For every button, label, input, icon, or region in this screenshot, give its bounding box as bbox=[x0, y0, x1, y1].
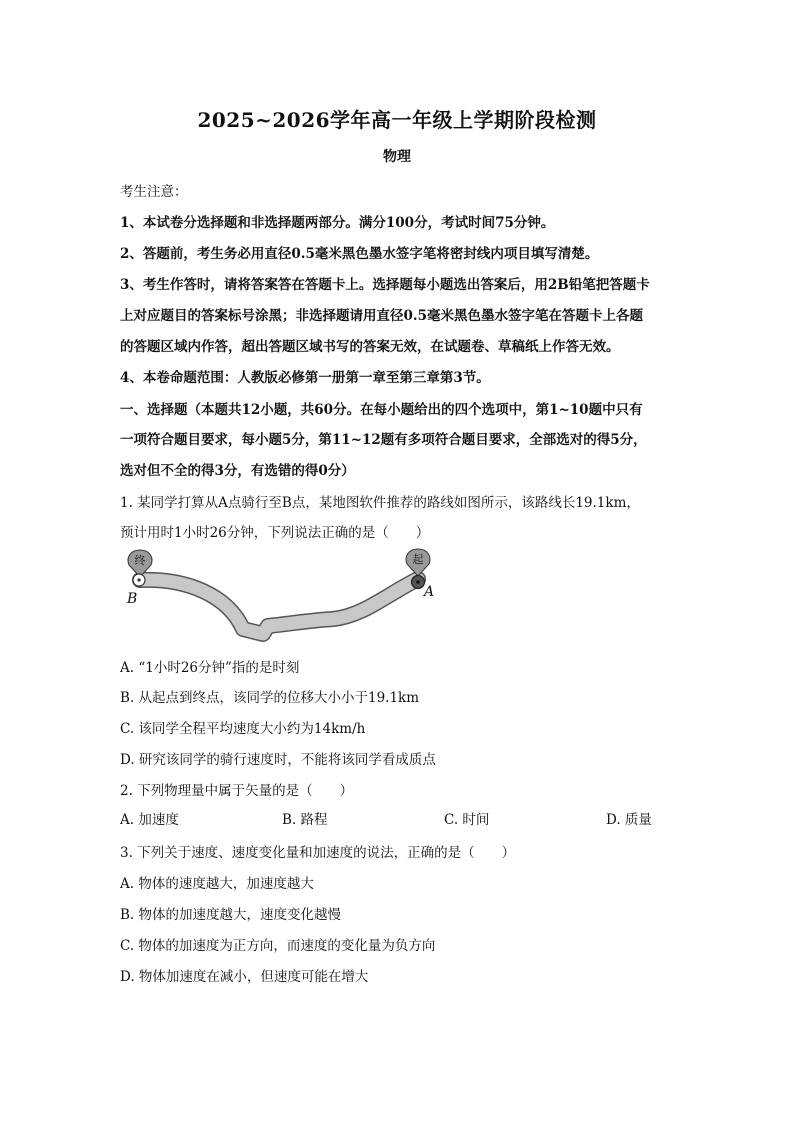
note-item-3-cont-1: 上对应题目的答案标号涂黑；非选择题请用直径0.5毫米黑色墨水签字笔在答题卡上各题 bbox=[120, 308, 643, 324]
note-item-1: 1、本试卷分选择题和非选择题两部分。满分100分，考试时间75分钟。 bbox=[120, 215, 555, 231]
q1-stem-line-2: 预计用时1小时26分钟，下列说法正确的是（ ） bbox=[120, 525, 430, 541]
q1-option-c: C. 该同学全程平均速度大小约为14km/h bbox=[120, 721, 366, 737]
q1-stem-line-1: 1. 某同学打算从A点骑行至B点，某地图软件推荐的路线如图所示，该路线长19.1km， bbox=[120, 495, 640, 511]
note-item-3-cont-2: 的答题区域内作答，超出答题区域书写的答案无效，在试题卷、草稿纸上作答无效。 bbox=[120, 339, 620, 355]
q3-option-c: C. 物体的加速度为正方向，而速度的变化量为负方向 bbox=[120, 938, 436, 954]
q2-option-d: D. 质量 bbox=[606, 812, 652, 828]
q1-option-d: D. 研究该同学的骑行速度时，不能将该同学看成质点 bbox=[120, 752, 436, 768]
point-a-label: A bbox=[424, 584, 435, 600]
note-item-4: 4、本卷命题范围：人教版必修第一册第一章至第三章第3节。 bbox=[120, 370, 490, 386]
q1-option-a: A. “1小时26分钟”指的是时刻 bbox=[120, 660, 300, 676]
notes-heading: 考生注意： bbox=[120, 184, 188, 200]
start-marker-label: 起 bbox=[412, 553, 424, 566]
q3-option-d: D. 物体加速度在减小，但速度可能在增大 bbox=[120, 969, 369, 985]
q2-option-c: C. 时间 bbox=[444, 812, 490, 828]
route-path-fill bbox=[140, 579, 418, 634]
note-item-2: 2、答题前，考生务必用直径0.5毫米黑色墨水签字笔将密封线内项目填写清楚。 bbox=[120, 246, 599, 262]
end-marker-label: 终 bbox=[134, 554, 146, 567]
q2-option-a: A. 加速度 bbox=[120, 812, 179, 828]
q2-option-b: B. 路程 bbox=[282, 812, 328, 828]
q2-stem: 2. 下列物理量中属于矢量的是（ ） bbox=[120, 783, 354, 799]
exam-title: 2025~2026学年高一年级上学期阶段检测 bbox=[197, 108, 597, 132]
point-b-label: B bbox=[127, 591, 138, 607]
note-item-3: 3、考生作答时，请将答案答在答题卡上。选择题每小题选出答案后，用2B铅笔把答题卡 bbox=[120, 277, 650, 293]
section1-line-2: 一项符合题目要求，每小题5分，第11~12题有多项符合题目要求，全部选对的得5分， bbox=[120, 432, 647, 448]
q3-option-a: A. 物体的速度越大，加速度越大 bbox=[120, 876, 314, 892]
section1-line-1: 一、选择题（本题共12小题，共60分。在每小题给出的四个选项中，第1~10题中只有 bbox=[120, 402, 643, 418]
route-map-figure bbox=[118, 544, 448, 654]
exam-subject: 物理 bbox=[383, 149, 411, 165]
q2-options-row bbox=[120, 808, 680, 828]
q1-option-b: B. 从起点到终点，该同学的位移大小小于19.1km bbox=[120, 690, 420, 706]
q3-stem: 3. 下列关于速度、速度变化量和加速度的说法，正确的是（ ） bbox=[120, 845, 516, 861]
q3-option-b: B. 物体的加速度越大，速度变化越慢 bbox=[120, 907, 342, 923]
section1-line-3: 选对但不全的得3分，有选错的得0分） bbox=[120, 463, 355, 479]
